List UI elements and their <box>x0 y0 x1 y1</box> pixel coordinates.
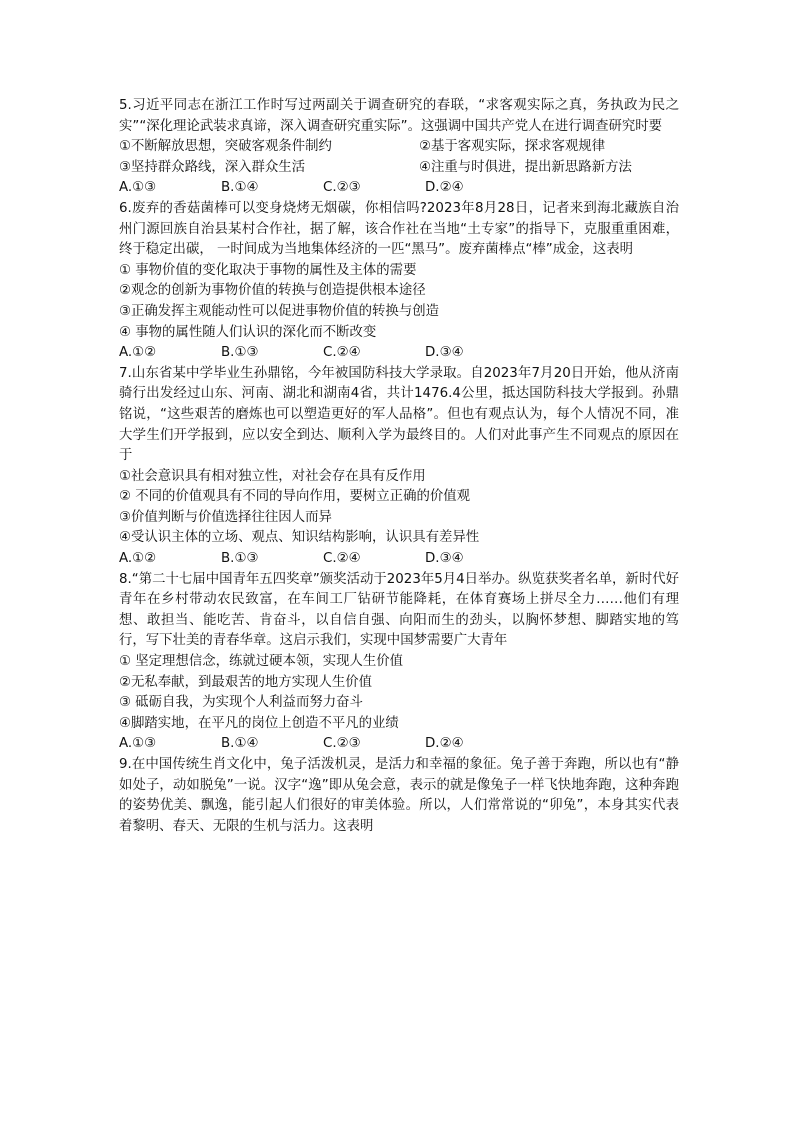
question-stem: 7.山东省某中学毕业生孙鼎铭，今年被国防科技大学录取。自2023年7月20日开始，他从济南骑行出发经过山东、河南、湖北和湖南4省，共计1476.4公里，抵达国防科技大学报到。孙鼎铭说，“这些艰苦的磨炼也可以塑造更好的军人品格”。但也有观点认为，每个人情况不同，准大学生们开学报到，应以安全到达、顺利入学为最终目的。人们对此事产生不同观点的原因在于 <box>119 365 679 464</box>
choice-a: A.①③ <box>119 736 157 752</box>
choice-d: D.③④ <box>425 551 464 567</box>
option-2: ② 不同的价值观具有不同的导向作用，要树立正确的价值观 <box>119 489 471 505</box>
option-1: ①不断解放思想，突破客观条件制约 <box>119 139 332 155</box>
option-3: ③价值判断与价值选择往往因人而异 <box>119 509 332 525</box>
question-stem: 8.“第二十七届中国青年五四奖章”颁奖活动于2023年5月4日举办。纵览获奖者名单，新时代好青年在乡村带动农民致富，在车间工厂钻研节能降耗，在体育赛场上拼尽全力……他们有理想、敢担当、能吃苦、肯奋斗，以自信自强、向阳而生的劲头，以胸怀梦想、脚踏实地的笃行，写下壮美的青春华章。这启示我们，实现中国梦需要广大青年 <box>119 571 679 649</box>
option-row <box>119 158 679 179</box>
choice-a: A.①③ <box>119 180 157 196</box>
exam-page <box>119 96 679 837</box>
option-1: ①社会意识具有相对独立性，对社会存在具有反作用 <box>119 468 426 484</box>
answer-choices <box>119 178 679 199</box>
question-9 <box>119 755 679 837</box>
option-3: ③坚持群众路线，深入群众生活 <box>119 159 306 175</box>
option-3: ③ 砥砺自我，为实现个人利益而努力奋斗 <box>119 695 363 711</box>
option-2: ②无私奉献，到最艰苦的地方实现人生价值 <box>119 674 373 690</box>
question-stem: 9.在中国传统生肖文化中，兔子活泼机灵，是活力和幸福的象征。兔子善于奔跑，所以也有“静如处子，动如脱兔”一说。汉字“逸”即从兔会意，表示的就是像兔子一样飞快地奔跑，这种奔跑的姿势优美、飘逸，能引起人们很好的审美体验。所以，人们常常说的“卯兔”，本身其实代表着黎明、春天、无限的生机与活力。这表明 <box>119 757 679 834</box>
choice-d: D.②④ <box>425 736 464 752</box>
option-1: ① 坚定理想信念，练就过硬本领，实现人生价值 <box>119 654 404 670</box>
question-7 <box>119 364 679 570</box>
choice-a: A.①② <box>119 551 157 567</box>
question-5 <box>119 96 679 199</box>
option-4: ④注重与时俱进，提出新思路新方法 <box>419 159 632 175</box>
choice-b: B.①③ <box>221 345 259 361</box>
option-2: ②基于客观实际，探求客观规律 <box>419 139 606 155</box>
choice-b: B.①④ <box>221 736 259 752</box>
option-3: ③正确发挥主观能动性可以促进事物价值的转换与创造 <box>119 303 439 319</box>
choice-c: C.②③ <box>323 180 361 196</box>
choice-d: D.②④ <box>425 180 464 196</box>
choice-b: B.①④ <box>221 180 259 196</box>
question-8 <box>119 570 679 755</box>
choice-c: C.②③ <box>323 736 361 752</box>
choice-b: B.①③ <box>221 551 259 567</box>
option-4: ④ 事物的属性随人们认识的深化而不断改变 <box>119 324 377 340</box>
question-stem: 5.习近平同志在浙江工作时写过两副关于调查研究的春联，“求客观实际之真，务执政为民之实”“深化理论武装求真谛，深入调查研究重实际”。这强调中国共产党人在进行调查研究时要 <box>119 98 679 134</box>
question-6 <box>119 199 679 364</box>
option-1: ① 事物价值的变化取决于事物的属性及主体的需要 <box>119 262 417 278</box>
option-4: ④受认识主体的立场、观点、知识结构影响，认识具有差异性 <box>119 530 480 546</box>
answer-choices <box>119 734 679 755</box>
choice-c: C.②④ <box>323 551 361 567</box>
choice-c: C.②④ <box>323 345 361 361</box>
option-2: ②观念的创新为事物价值的转换与创造提供根本途径 <box>119 283 426 299</box>
question-stem: 6.废弃的香菇菌棒可以变身烧烤无烟碳，你相信吗?2023年8月28日，记者来到海北藏族自治州门源回族自治县某村合作社，据了解，该合作社在当地“土专家”的指导下，克服重重困难，终于稳定出碳， 一时间成为当地集体经济的一匹“黑马”。废弃菌棒点“棒”成金，这表明 <box>119 200 679 258</box>
choice-a: A.①② <box>119 345 157 361</box>
option-row <box>119 137 679 158</box>
answer-choices <box>119 549 679 570</box>
option-4: ④脚踏实地，在平凡的岗位上创造不平凡的业绩 <box>119 715 399 731</box>
answer-choices <box>119 343 679 364</box>
choice-d: D.③④ <box>425 345 464 361</box>
